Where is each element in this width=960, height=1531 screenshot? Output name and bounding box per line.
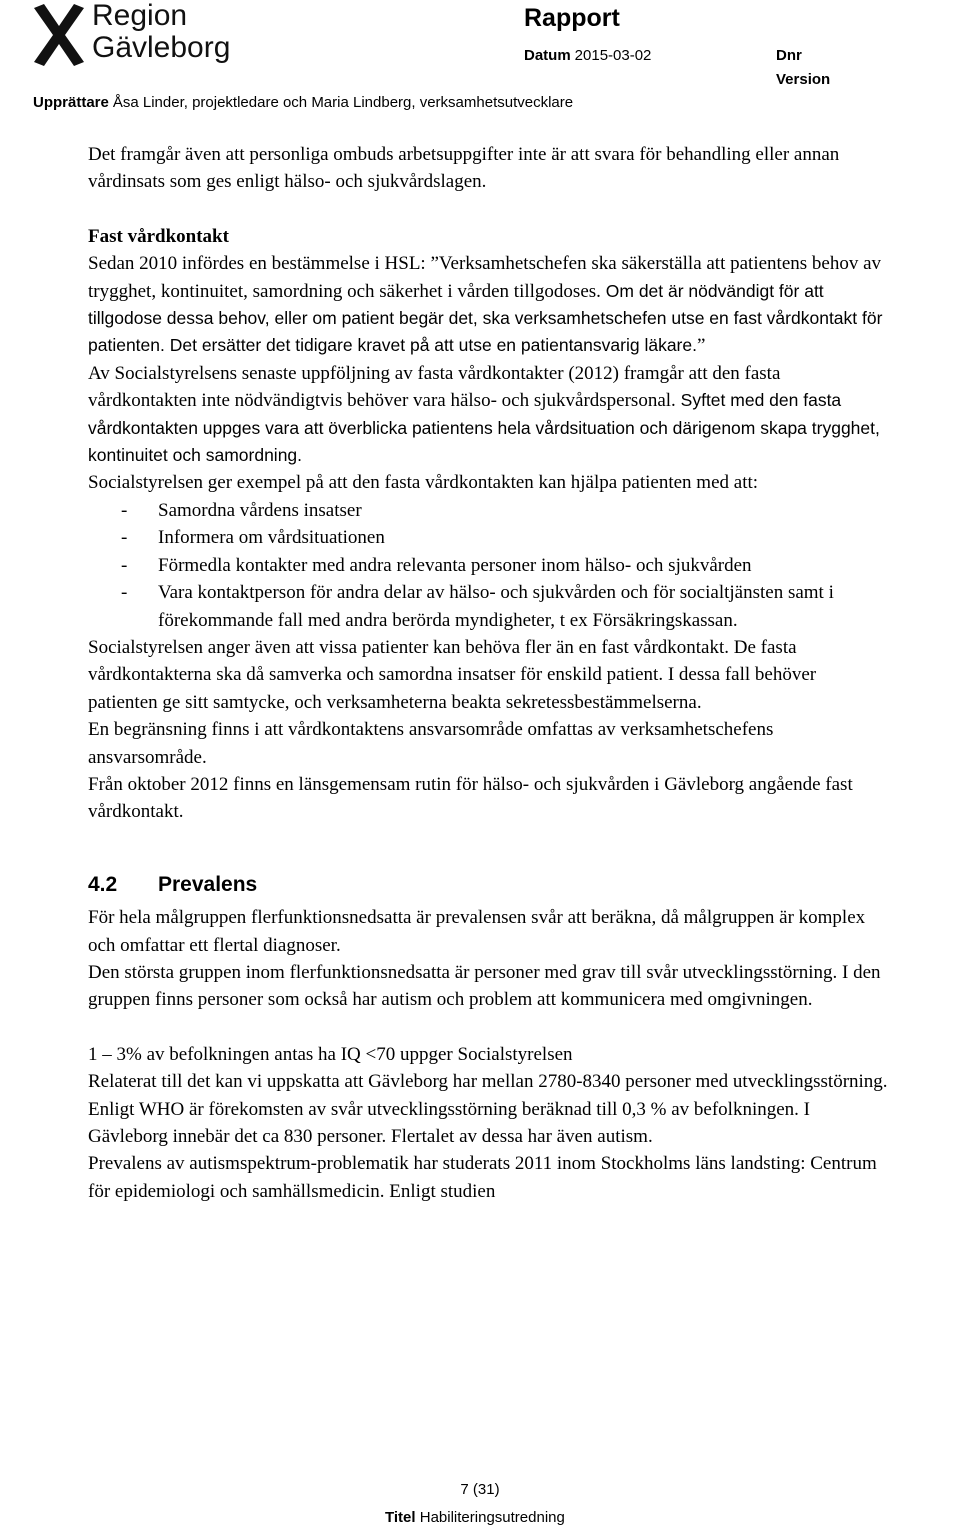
logo-line-2: Gävleborg bbox=[92, 31, 231, 64]
paragraph-hsl bbox=[88, 250, 888, 360]
section-title: Prevalens bbox=[158, 872, 258, 896]
paragraph-hsl-quote: ” bbox=[696, 335, 706, 357]
upprattare-value: Åsa Linder, projektledare och Maria Lindberg, verksamhetsutvecklare bbox=[112, 94, 574, 111]
list-item: - Förmedla kontakter med andra relevanta personer inom hälso- och sjukvården bbox=[88, 552, 888, 579]
paragraph-iq: 1 – 3% av befolkningen antas ha IQ <70 uppger Socialstyrelsen bbox=[88, 1043, 573, 1065]
paragraph-uppfoljning bbox=[88, 360, 888, 470]
list-item: - Samordna vårdens insatser bbox=[88, 497, 888, 524]
upprattare-label: Upprättare bbox=[33, 94, 109, 111]
subheading-fast-vardkontakt: Fast vårdkontakt bbox=[88, 225, 229, 247]
paragraph-uppskattning: Relaterat till det kan vi uppskatta att Gävleborg har mellan 2780-8340 personer med utvecklingsstörning. bbox=[88, 1071, 888, 1093]
logo-mark-icon bbox=[34, 4, 84, 66]
datum-field bbox=[524, 47, 651, 65]
paragraph-autism-studie: Prevalens av autismspektrum-problematik har studerats 2011 inom Stockholms läns landsting: Centrum för epidemiologi och samhällsmedicin. Enligt studien bbox=[88, 1153, 877, 1202]
section-number: 4.2 bbox=[88, 872, 118, 896]
paragraph-begransning: En begränsning finns i att vårdkontaktens ansvarsområde omfattas av verksamhetschefens ansvarsområde. bbox=[88, 719, 774, 768]
help-list bbox=[88, 497, 888, 634]
titel-label: Titel bbox=[385, 1509, 416, 1526]
paragraph-ombud: Det framgår även att personliga ombuds arbetsuppgifter inte är att svara för behandling eller annan vårdinsats som ges enligt hälso- och sjukvårdslagen. bbox=[88, 144, 840, 193]
section-heading-prevalens bbox=[88, 871, 888, 898]
paragraph-storsta-gruppen: Den största gruppen inom flerfunktionsnedsatta är personer med grav till svår utvecklingsstörning. I den gruppen finns personer som också har autism och problem att kommunicera med omgivningen. bbox=[88, 961, 881, 1011]
logo-text bbox=[92, 0, 230, 64]
paragraph-hsl-part1: Sedan 2010 infördes en bestämmelse i HSL: ”Verksamhetschefen ska säkerställa att patientens behov av trygghet, kontinuitet, samordning och säkerhet i vården tillgodoses. bbox=[88, 253, 882, 302]
datum-value: 2015-03-02 bbox=[574, 47, 652, 64]
paragraph-rutin: Från oktober 2012 finns en länsgemensam rutin för hälso- och sjukvården i Gävleborg angående fast vårdkontakt. bbox=[88, 773, 853, 823]
document-body bbox=[88, 141, 888, 1205]
document-type: Rapport bbox=[524, 4, 620, 32]
paragraph-uppfoljning-part1: Av Socialstyrelsens senaste uppföljning av fasta vårdkontakter (2012) framgår att den fasta vårdkontakten inte nödvändigtvis behöver vara hälso- och sjukvårdspersonal. bbox=[88, 362, 781, 412]
paragraph-exempel: Socialstyrelsen ger exempel på att den fasta vårdkontakten kan hjälpa patienten med att: bbox=[88, 472, 759, 494]
list-item: - Vara kontaktperson för andra delar av hälso- och sjukvården och för socialtjänsten samt i förekommande fall med andra berörda myndigheter, t ex Försäkringskassan. bbox=[88, 579, 888, 634]
paragraph-hsl-part2: Om det är nödvändigt för att tillgodose dessa behov, eller om patient begär det, ska verksamhetschefen utse en fast vårdkontakt för patienten. Det ersätter det tidigare kravet på att utse en patientansvarig läkare. bbox=[88, 280, 883, 356]
datum-label: Datum bbox=[524, 47, 571, 64]
paragraph-who: Enligt WHO är förekomsten av svår utvecklingsstörning beräknad till 0,3 % av befolkningen. I Gävleborg innebär det ca 830 personer. Flertalet av dessa har även autism. bbox=[88, 1098, 810, 1147]
list-item: - Informera om vårdsituationen bbox=[88, 524, 888, 551]
page-number: 7 (31) bbox=[460, 1481, 500, 1498]
titel-value: Habiliteringsutredning bbox=[419, 1509, 565, 1526]
logo-line-1: Region bbox=[92, 0, 188, 32]
paragraph-uppfoljning-part2: Syftet med den fasta vårdkontakten uppges vara att överblicka patientens hela vårdsituation och därigenom skapa trygghet, kontinuitet och samordning. bbox=[88, 390, 880, 466]
paragraph-fler-kontakter: Socialstyrelsen anger även att vissa patienter kan behöva fler än en fast vårdkontakt. De fasta vårdkontakterna ska då samverka och samordna insatser för enskild patient. I dessa fall behöver patienten ge sitt samtycke, och verksamheterna beakta sekretessbestämmelserna. bbox=[88, 636, 817, 713]
region-gavleborg-logo bbox=[34, 2, 254, 72]
upprattare-field bbox=[33, 94, 573, 112]
version-label: Version bbox=[776, 71, 831, 88]
paragraph-malgrupp: För hela målgruppen flerfunktionsnedsatta är prevalensen svår att beräkna, då målgruppen är komplex och omfattar ett flertal diagnoser. bbox=[88, 907, 866, 956]
dnr-label: Dnr bbox=[776, 47, 802, 64]
footer-title bbox=[385, 1509, 565, 1526]
